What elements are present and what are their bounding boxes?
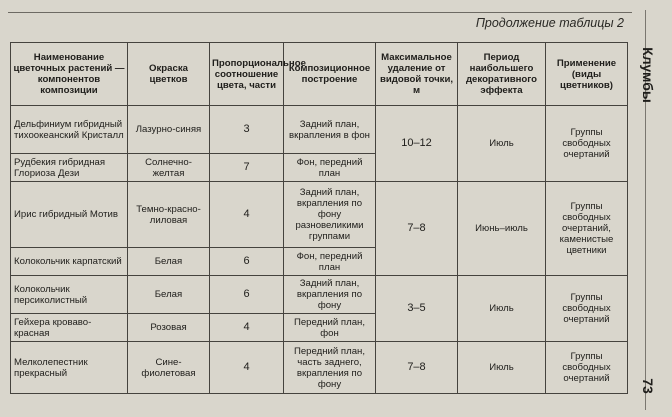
color-ratio: 7 <box>210 154 284 182</box>
color-ratio: 4 <box>210 342 284 394</box>
max-distance: 7–8 <box>376 342 458 394</box>
table-row <box>11 106 628 154</box>
composition: Задний план, вкрапления по фону разновеликими группами <box>284 182 376 248</box>
flower-color: Темно-красно-лиловая <box>128 182 210 248</box>
decorative-period: Июнь–июль <box>458 182 546 276</box>
continuation-title: Продолжение таблицы 2 <box>475 16 624 30</box>
section-title <box>628 40 668 110</box>
flower-table <box>10 42 628 394</box>
plant-name: Ирис гибридный Мотив <box>11 182 128 248</box>
composition: Задний план, вкрапления в фон <box>284 106 376 154</box>
column-header: Композиционное построение <box>284 43 376 106</box>
column-header: Максимальное удаление от видовой точки, м <box>376 43 458 106</box>
composition: Задний план, вкрапления по фону <box>284 276 376 314</box>
plant-name: Дельфиниум гибридный тихоокеанский Кристалл <box>11 106 128 154</box>
column-header: Период наибольшего декоративного эффекта <box>458 43 546 106</box>
color-ratio: 6 <box>210 248 284 276</box>
flower-color: Солнечно-желтая <box>128 154 210 182</box>
table-header-row <box>11 43 628 106</box>
composition: Фон, передний план <box>284 248 376 276</box>
decorative-period: Июль <box>458 106 546 182</box>
plant-name: Гейхера кроваво-красная <box>11 314 128 342</box>
max-distance: 3–5 <box>376 276 458 342</box>
color-ratio: 4 <box>210 314 284 342</box>
decorative-period: Июль <box>458 276 546 342</box>
composition: Передний план, фон <box>284 314 376 342</box>
color-ratio: 3 <box>210 106 284 154</box>
table-row <box>11 342 628 394</box>
usage: Группы свободных очертаний, каменистые цветники <box>546 182 628 276</box>
plant-name: Рудбекия гибридная Глориоза Дези <box>11 154 128 182</box>
decorative-period: Июль <box>458 342 546 394</box>
usage: Группы свободных очертаний <box>546 276 628 342</box>
table-row <box>11 276 628 314</box>
flower-color: Белая <box>128 276 210 314</box>
column-header: Пропорциональное соотношение цвета, части <box>210 43 284 106</box>
table-row <box>11 182 628 248</box>
page-number <box>630 372 666 400</box>
usage: Группы свободных очертаний <box>546 106 628 182</box>
column-header: Окраска цветков <box>128 43 210 106</box>
column-header: Наименование цветочных растений — компонентов композиции <box>11 43 128 106</box>
column-header: Применение (виды цветников) <box>546 43 628 106</box>
plant-name: Мелколепестник прекрасный <box>11 342 128 394</box>
flower-color: Сине-фиолетовая <box>128 342 210 394</box>
flower-color: Лазурно-синяя <box>128 106 210 154</box>
flower-color: Белая <box>128 248 210 276</box>
flower-color: Розовая <box>128 314 210 342</box>
top-rule <box>8 12 632 13</box>
usage: Группы свободных очертаний <box>546 342 628 394</box>
plant-name: Колокольчик персиколистный <box>11 276 128 314</box>
color-ratio: 4 <box>210 182 284 248</box>
max-distance: 10–12 <box>376 106 458 182</box>
composition: Передний план, часть заднего, вкрапления по фону <box>284 342 376 394</box>
plant-name: Колокольчик карпатский <box>11 248 128 276</box>
page-number-text: 73 <box>639 378 656 394</box>
section-title-text: Клумбы <box>640 47 657 103</box>
max-distance: 7–8 <box>376 182 458 276</box>
composition: Фон, передний план <box>284 154 376 182</box>
color-ratio: 6 <box>210 276 284 314</box>
